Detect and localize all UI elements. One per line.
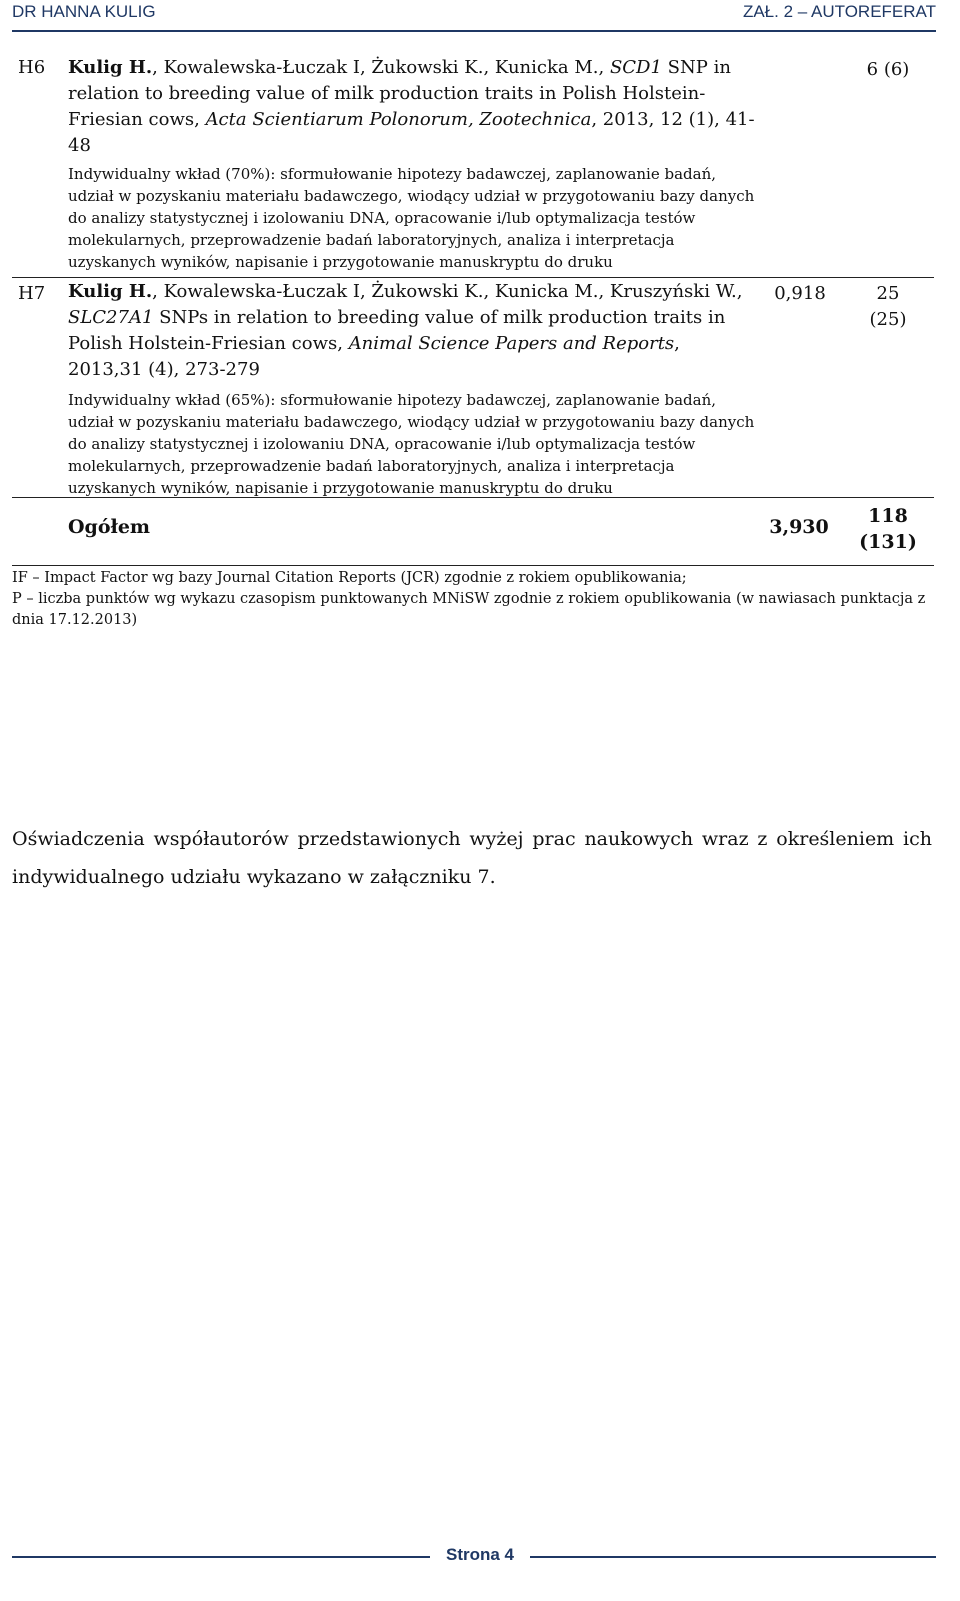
- coauthor-statement: Oświadczenia współautorów przedstawionych wyżej prac naukowych wraz z określeniem ich indywidualnego udziału wykazano w załączniku 7.: [12, 828, 932, 888]
- co-authors: , Kowalewska-Łuczak I, Żukowski K., Kunicka M., Kruszyński: [152, 281, 716, 302]
- contribution-h7: Indywidualny wkład (65%): sformułowanie hipotezy badawczej, zaplanowanie badań, udział w pozyskaniu materiału badawczego, wiodący udział w przygotowaniu bazy danych do analizy statystycznej i izolowaniu DNA, opracowanie i/lub optymalizacja testów molekularnych, przeprowadzenie badań laboratoryjnych, analiza i interpretacja uzyskanych wyników, napisanie i przygotowanie manuskryptu do druku: [68, 391, 755, 497]
- points-value-dated: (25): [869, 309, 907, 330]
- legend-if: IF – Impact Factor wg bazy Journal Citation Reports (JCR) zgodnie z rokiem opublikowania;: [12, 570, 687, 586]
- co-authors: , Kowalewska-Łuczak I, Żukowski K., Kunicka M.: [152, 57, 599, 78]
- entry-id-h6: H6: [18, 57, 46, 78]
- entry-id-h7: H7: [18, 283, 46, 304]
- points-h6: 6 (6): [866, 59, 910, 80]
- legend-p: P – liczba punktów wg wykazu czasopism punktowanych MNiSW zgodnie z rokiem opublikowania (w nawiasach punktacja z dnia 17.12.2013): [12, 591, 926, 628]
- entry-citation-h6: [68, 55, 758, 159]
- total-points: [848, 503, 928, 555]
- impact-factor-h7: 0,918: [774, 283, 826, 304]
- paper-title: SNP in relation to breeding value of milk production traits in Polish Holstein-Friesian cows,: [68, 57, 731, 130]
- table-bottom-line: [12, 565, 934, 566]
- points-h7: [848, 281, 928, 333]
- gene-name: SCD1: [609, 57, 662, 78]
- separator: ,: [598, 57, 610, 78]
- citation-details: , 2013,31 (4), 273-279: [68, 333, 680, 380]
- row-divider: [12, 277, 934, 278]
- entry-citation-h7: [68, 279, 758, 383]
- journal-name: Acta Scientiarum Polonorum, Zootechnica: [205, 109, 592, 130]
- total-points-value: 118: [868, 505, 908, 527]
- attachment-label-header: ZAŁ. 2 – AUTOREFERAT: [742, 2, 936, 21]
- gene-name: SLC27A1: [68, 307, 154, 328]
- citation-details: , 2013, 12 (1), 41-48: [68, 109, 755, 156]
- points-value: 25: [876, 283, 900, 304]
- co-author-tail: W.: [715, 281, 737, 302]
- lead-author: Kulig H.: [68, 57, 153, 78]
- page-number: Strona 4: [430, 1545, 530, 1565]
- header-divider: [12, 30, 936, 32]
- total-impact-factor: 3,930: [769, 516, 829, 538]
- separator: ,: [736, 281, 743, 302]
- page-header: [12, 0, 936, 26]
- row-divider: [12, 497, 934, 498]
- table-legend: [12, 568, 932, 631]
- author-name-header: DR HANNA KULIG: [12, 2, 156, 21]
- total-points-value-dated: (131): [859, 531, 917, 553]
- journal-name: Animal Science Papers and Reports: [348, 333, 675, 354]
- total-label: Ogółem: [68, 516, 151, 538]
- lead-author: Kulig H.: [68, 281, 153, 302]
- paper-title: SNPs in relation to breeding value of milk production traits in Polish Holstein-Friesian cows,: [68, 307, 726, 354]
- contribution-h6: Indywidualny wkład (70%): sformułowanie hipotezy badawczej, zaplanowanie badań, udział w pozyskaniu materiału badawczego, wiodący udział w przygotowaniu bazy danych do analizy statystycznej i izolowaniu DNA, opracowanie i/lub optymalizacja testów molekularnych, przeprowadzenie badań laboratoryjnych, analiza i interpretacja uzyskanych wyników, napisanie i przygotowanie manuskryptu do druku: [68, 165, 755, 271]
